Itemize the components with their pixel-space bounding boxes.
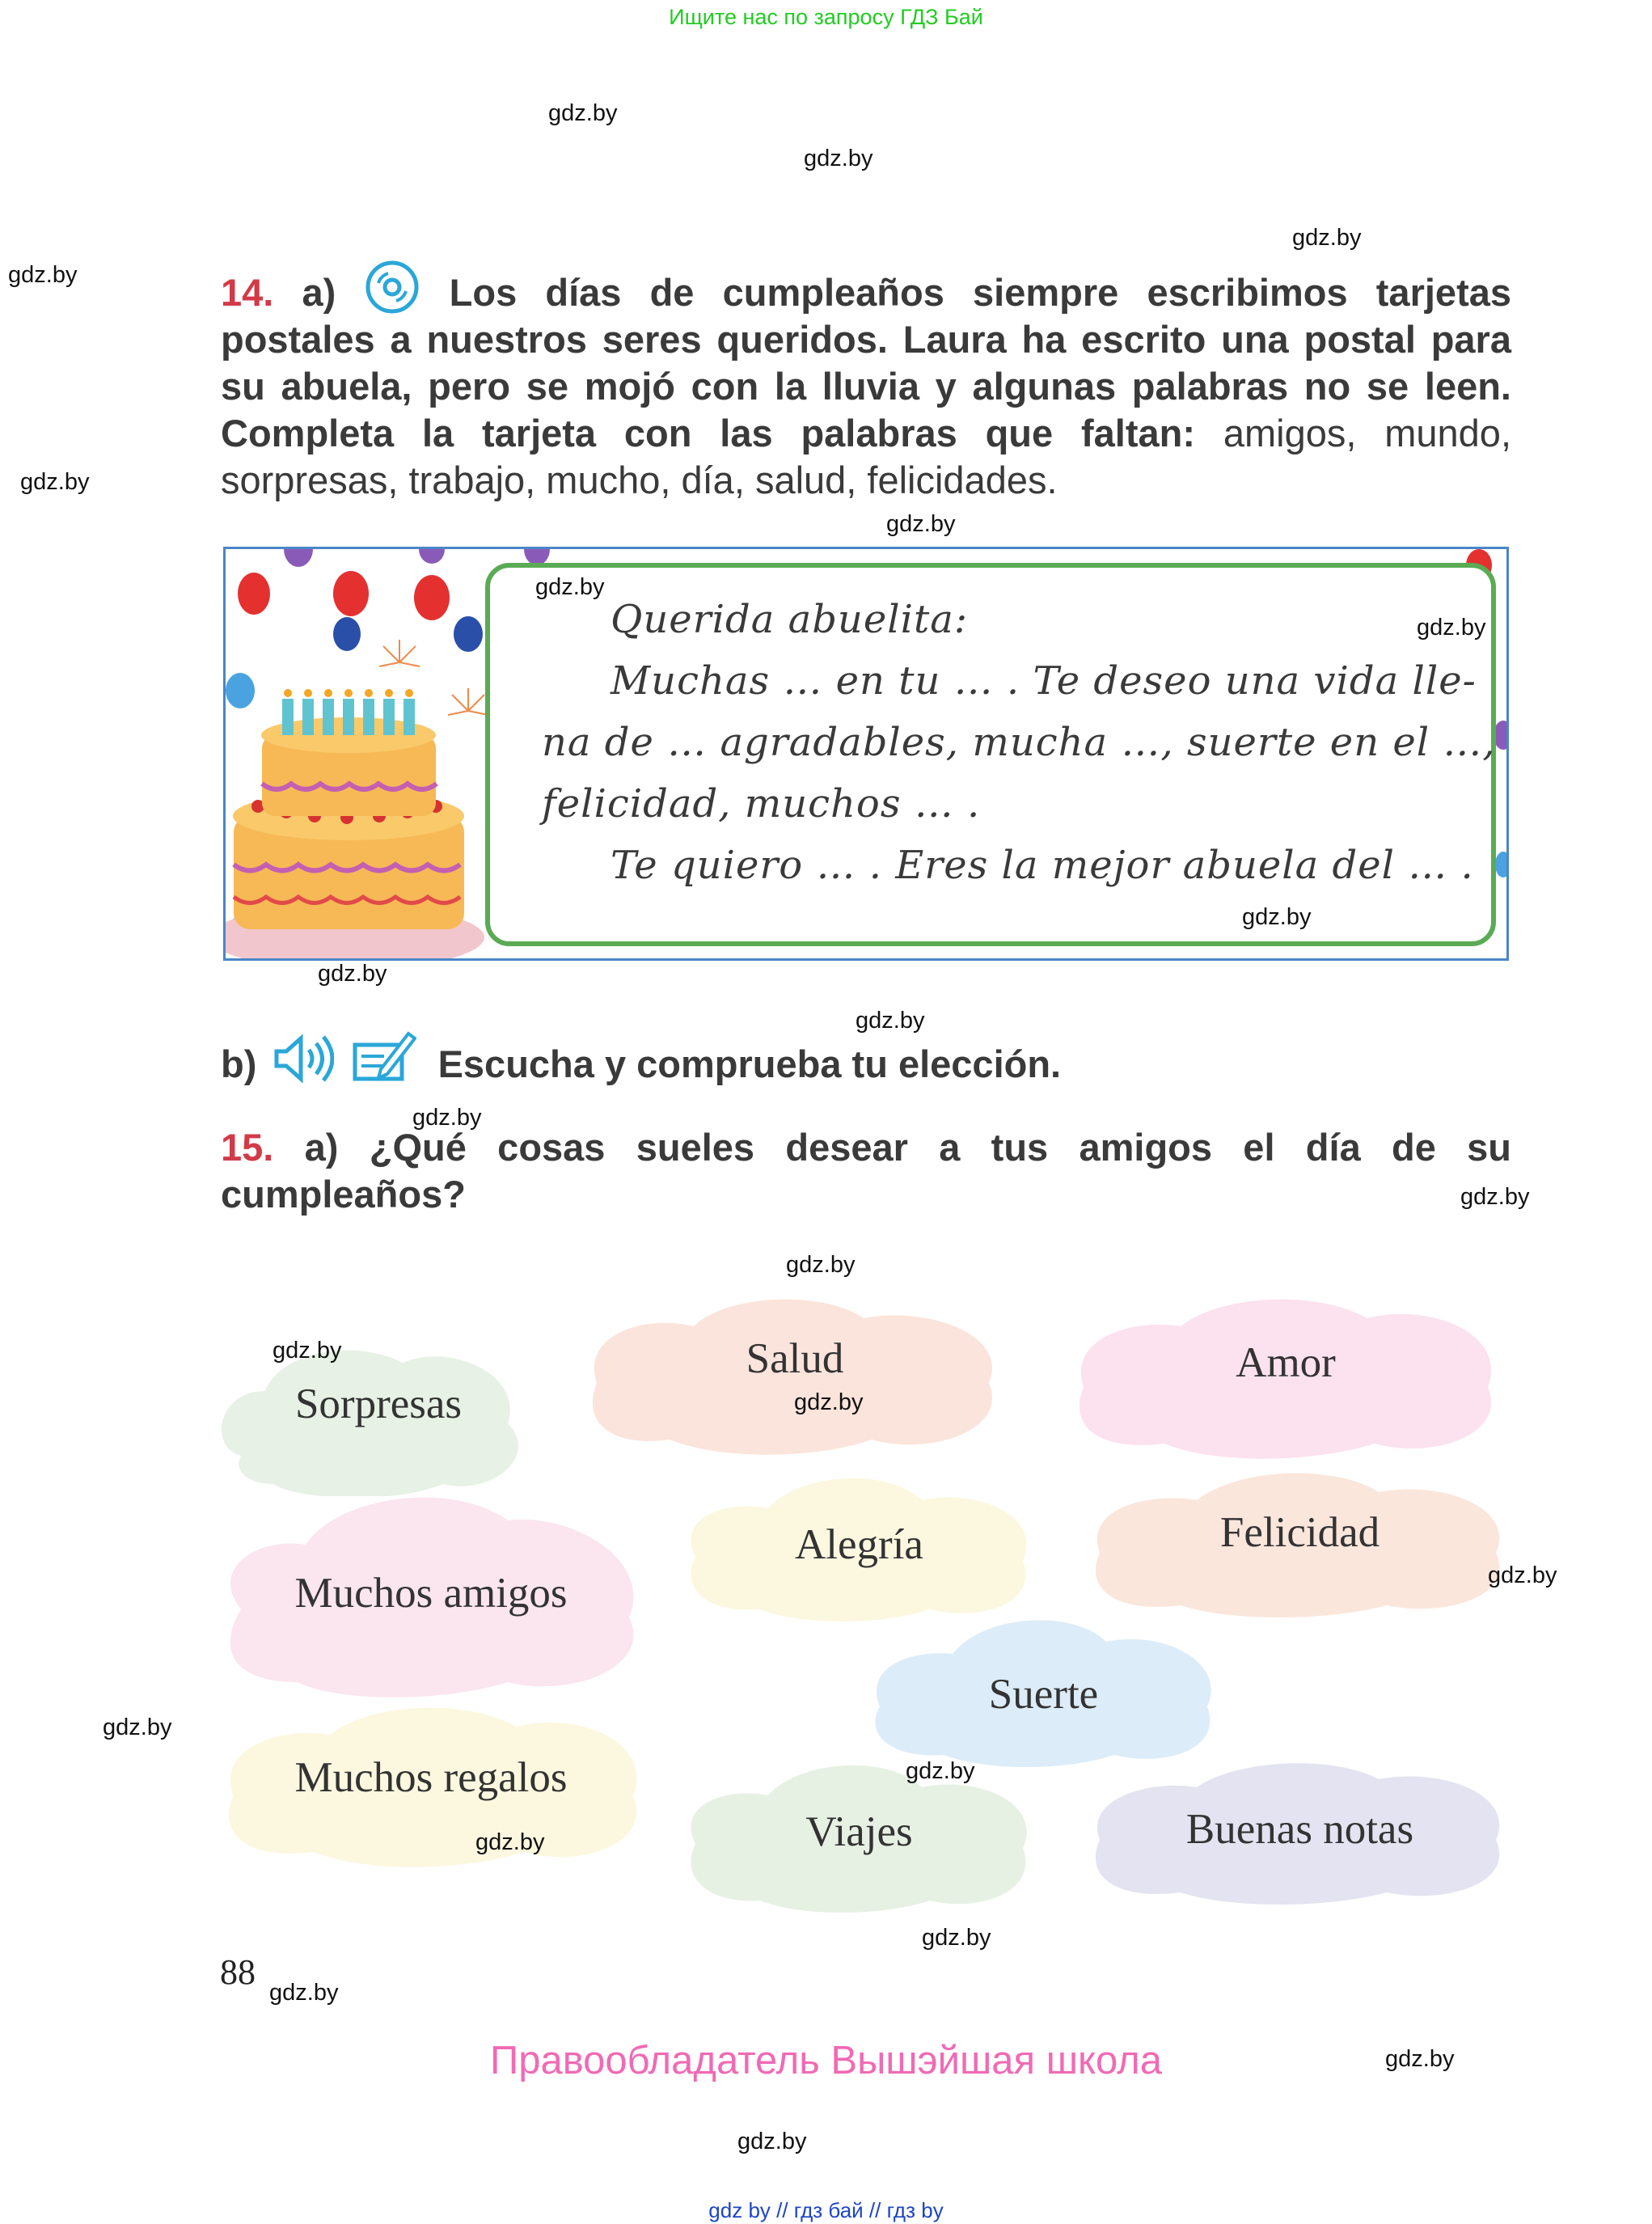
watermark: gdz.by xyxy=(804,146,873,171)
watermark: gdz.by xyxy=(1488,1562,1557,1588)
watermark: gdz.by xyxy=(1385,2046,1455,2072)
cd-icon[interactable] xyxy=(364,259,420,307)
letter-line: Muchas … en tu … . Te deseo una vida lle- xyxy=(611,658,1477,704)
question-text: ¿Qué cosas sueles desear a tus amigos el día de su cumpleaños? xyxy=(221,1126,1512,1216)
cloud-label: Salud xyxy=(746,1335,844,1382)
wish-cloud xyxy=(679,1468,1039,1621)
cloud-label: Felicidad xyxy=(1219,1509,1380,1556)
wish-cloud xyxy=(1084,1755,1516,1905)
cloud-label: Buenas notas xyxy=(1185,1806,1414,1853)
watermark: gdz.by xyxy=(269,1980,339,2006)
watermark: gdz.by xyxy=(103,1715,172,1740)
cloud-label: Alegría xyxy=(795,1521,923,1568)
watermark: gdz.by xyxy=(535,574,605,600)
cloud-label: Amor xyxy=(1236,1339,1336,1386)
wish-cloud xyxy=(217,1488,645,1698)
watermark: gdz.by xyxy=(475,1829,545,1855)
part-label: b) xyxy=(221,1042,257,1085)
word-list: amigos, mundo, sorpresas, trabajo, mucho, día, salud, felicidades. xyxy=(221,412,1512,501)
letter-line: na de … agradables, mucha …, suerte en el …, xyxy=(542,720,1496,765)
part-b-text: Escucha y comprueba tu elección. xyxy=(437,1042,1062,1085)
watermark: gdz.by xyxy=(856,1008,925,1034)
watermark: gdz.by xyxy=(318,961,387,987)
cloud-label: Muchos amigos xyxy=(294,1570,568,1617)
wish-cloud xyxy=(1084,1464,1516,1617)
watermark: gdz.by xyxy=(8,262,78,288)
watermark: gdz.by xyxy=(737,2129,807,2154)
watermark: gdz.by xyxy=(794,1389,864,1415)
wish-cloud xyxy=(679,1755,1039,1913)
letter-line: felicidad, muchos … . xyxy=(542,781,981,827)
exercise-14-instruction xyxy=(221,259,1511,504)
watermark: gdz.by xyxy=(1460,1184,1530,1210)
exercise-number: 14. xyxy=(221,271,274,314)
copyright-footer: Правообладатель Вышэйшая школа xyxy=(489,2039,1163,2082)
wish-cloud xyxy=(864,1609,1223,1767)
watermark: gdz.by xyxy=(1417,615,1486,641)
wish-cloud xyxy=(217,1698,645,1868)
part-label: a) xyxy=(302,271,336,314)
exercise-14b xyxy=(221,1027,1061,1086)
writing-icon[interactable] xyxy=(352,1027,416,1079)
watermark: gdz.by xyxy=(273,1338,342,1364)
letter-line: Querida abuelita: xyxy=(611,597,969,642)
cloud-label: Viajes xyxy=(805,1808,913,1855)
watermark: gdz.by xyxy=(548,100,618,126)
search-hint: Ищите нас по запросу ГДЗ Бай xyxy=(669,5,983,29)
watermark: gdz.by xyxy=(886,511,956,537)
page-number: 88 xyxy=(220,1952,256,1992)
speaker-icon[interactable] xyxy=(273,1034,334,1082)
watermark: gdz.by xyxy=(906,1758,975,1784)
bottom-links[interactable]: gdz by // гдз бай // гдз by xyxy=(708,2198,944,2222)
wish-cloud xyxy=(1067,1290,1504,1460)
exercise-15-question xyxy=(221,1124,1511,1218)
watermark: gdz.by xyxy=(786,1252,856,1278)
exercise-number: 15. xyxy=(221,1126,274,1169)
letter-line: Te quiero … . Eres la mejor abuela del … . xyxy=(611,843,1474,888)
instruction-text: Los días de cumpleaños siempre escribimos tarjetas postales a nuestros seres queridos. Laura ha escrito una postal para su abuela, pero se mojó con la lluvia y algunas palabras no se leen. Completa la tarjeta con las palabras que faltan: xyxy=(221,271,1511,455)
watermark: gdz.by xyxy=(412,1105,482,1131)
watermark: gdz.by xyxy=(1292,225,1362,251)
cloud-label: Suerte xyxy=(988,1671,1099,1718)
watermark: gdz.by xyxy=(1242,904,1312,930)
cloud-label: Sorpresas xyxy=(294,1380,463,1427)
wish-cloud xyxy=(217,1334,540,1496)
cloud-label: Muchos regalos xyxy=(294,1754,568,1801)
watermark: gdz.by xyxy=(922,1925,991,1951)
part-label: a) xyxy=(304,1126,339,1169)
wish-cloud xyxy=(581,1294,1009,1456)
watermark: gdz.by xyxy=(20,469,90,495)
